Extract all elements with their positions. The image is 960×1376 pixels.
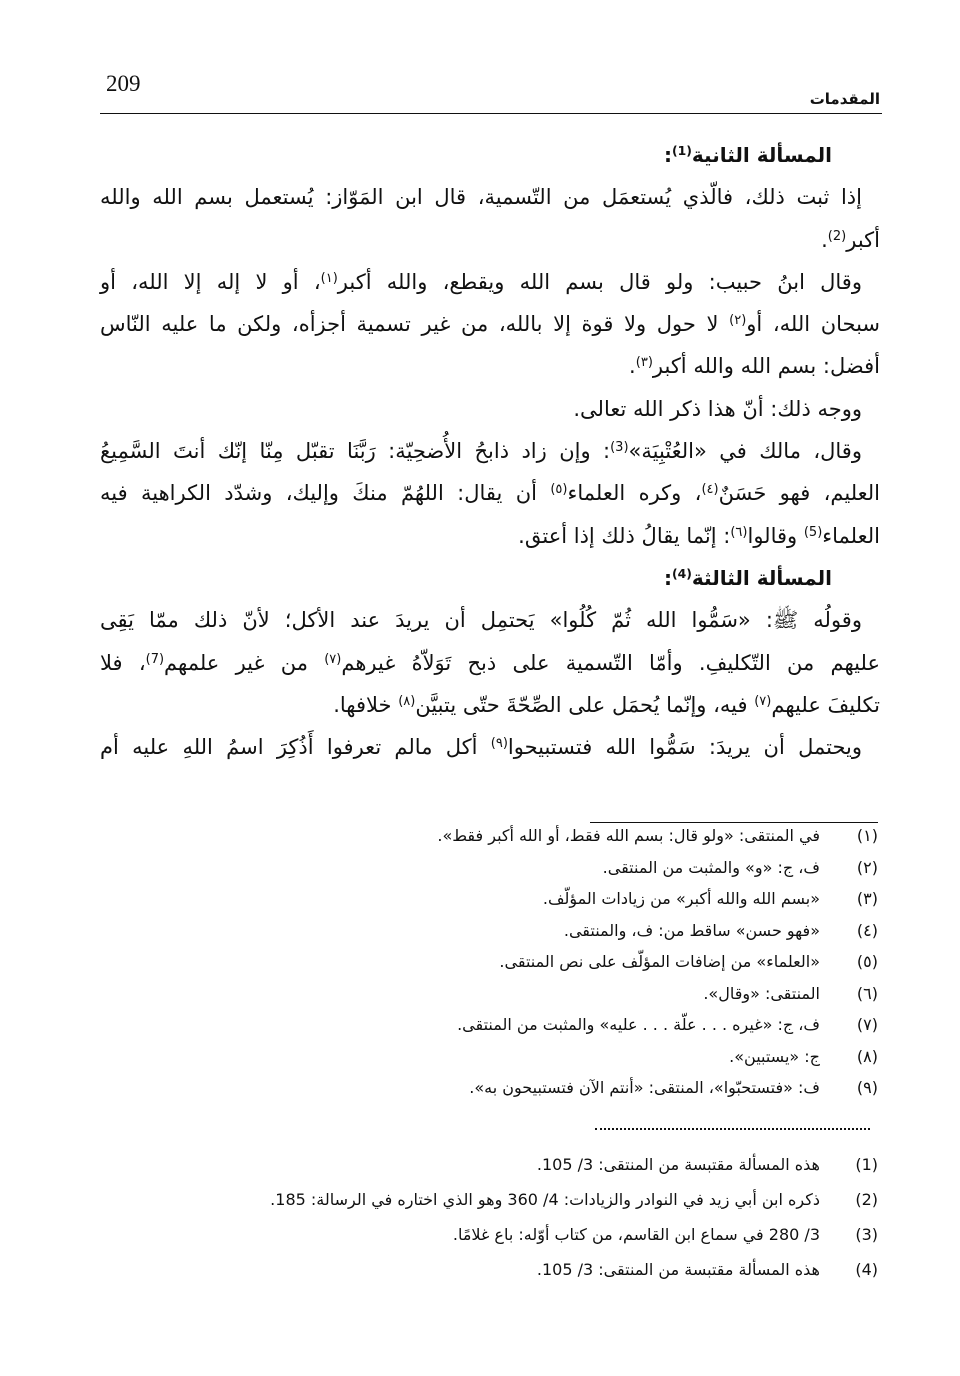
source-footnote-list xyxy=(100,1147,878,1287)
footnote-ref: (1) xyxy=(671,143,692,159)
footnote-item xyxy=(100,852,878,884)
footnote-text: ف، ج: «غيره . . . علّة . . . عليه» والمثبت من المنتقى. xyxy=(457,1015,820,1034)
text-run: عليهم من التّكليفِ. وأمّا التّسمية على ذبح تَوَلاّهُ غيرهم xyxy=(341,650,880,675)
text-run: أفضل: بسم الله والله أكبر xyxy=(652,354,880,379)
text-run: وقالوا xyxy=(747,523,804,548)
text-run: ووجه ذلك: أنّ هذا ذكر الله تعالى. xyxy=(573,396,862,421)
text-run: أن يقال: اللهُمّ منكَ وإليك، وشدّد الكراهية فيه xyxy=(100,481,551,506)
source-footnote-item xyxy=(100,1217,878,1252)
footnote-dotted-separator xyxy=(595,1128,870,1130)
footnote-ref: (4) xyxy=(671,566,692,582)
text-run: : xyxy=(663,143,672,167)
footnote-text: «العلماء» من إضافات المؤلّف على نص المنتقى. xyxy=(499,952,820,971)
text-line xyxy=(100,388,880,430)
text-line xyxy=(100,219,880,261)
footnote-ref: (2) xyxy=(827,228,847,244)
main-text xyxy=(100,134,880,768)
text-run: أكل مالم تعرفوا أَذُكِرَ اسمُ اللهِ عليه أم xyxy=(100,735,491,760)
footnote-number: (٤) xyxy=(856,920,878,940)
footnote-ref: (٩) xyxy=(490,736,508,751)
source-footnote-item xyxy=(100,1252,878,1287)
text-run: ، أو لا إله إلا الله، أو xyxy=(100,269,321,294)
footnote-number: (٧) xyxy=(856,1015,878,1034)
footnote-ref: (3) xyxy=(610,439,629,455)
footnote-item xyxy=(100,1041,878,1073)
text-line xyxy=(100,642,880,684)
running-title: المقدمات xyxy=(809,90,880,108)
footnote-text: هذه المسألة مقتبسة من المنتقى: 3/ 105. xyxy=(536,1260,820,1279)
footnote-item xyxy=(100,883,878,915)
text-run: : وإن زاد ذابحُ الأُضحِيّة: رَبَّنَا تقبّل مِنّا إنّك أنتَ السَّمِيعُ xyxy=(100,439,611,464)
text-line xyxy=(100,684,880,726)
footnote-text: ف، ج: «و» والمثبت من المنتقى. xyxy=(602,857,820,877)
source-footnote-item xyxy=(100,1182,878,1217)
text-run: ، وكره العلماء xyxy=(567,481,702,506)
text-run: إذا ثبت ذلك، فالّذي يُستعمَل من التّسمية، قال ابن المَوّاز: يُستعمل بسم الله والله xyxy=(100,185,862,210)
footnote-ref: (٦) xyxy=(730,524,748,540)
footnote-text: «فهو حسن» ساقط من: ف، والمنتقى. xyxy=(563,920,820,940)
text-run: العليم، فهو حَسَنٌ xyxy=(718,481,881,506)
footnote-ref: (٥) xyxy=(550,482,568,498)
text-line xyxy=(100,599,880,641)
text-run: . xyxy=(629,354,636,379)
text-line xyxy=(100,345,880,387)
footnote-list xyxy=(100,820,878,1104)
footnote-ref: (٨) xyxy=(398,693,416,709)
text-run: من غير علمهم xyxy=(164,650,325,675)
text-run: لا حول ولا قوة إلا بالله، من غير تسمية أجزأه، ولكن ما عليه النّاس xyxy=(100,312,730,337)
text-run: العلماء xyxy=(822,523,880,548)
text-run: خلافها. xyxy=(333,692,399,717)
text-line xyxy=(100,261,880,303)
text-run: : إنّما يقالُ ذلك إذا أعتق. xyxy=(518,523,731,548)
footnote-ref: (٧) xyxy=(754,693,772,709)
text-line xyxy=(100,303,880,345)
text-run: المسألة الثانية xyxy=(691,143,832,167)
text-line xyxy=(100,430,880,472)
footnote-number: (١) xyxy=(856,826,878,845)
footnote-number: (3) xyxy=(855,1225,878,1244)
footnote-number: (٨) xyxy=(856,1046,878,1066)
text-line xyxy=(100,515,880,557)
text-run: . xyxy=(821,227,828,252)
text-run: سبحان الله، أو xyxy=(746,312,881,337)
footnote-text: المنتقى: «وقال». xyxy=(703,983,820,1003)
text-run: المسألة الثالثة xyxy=(691,565,832,590)
text-line xyxy=(100,176,880,218)
text-run: : xyxy=(663,565,672,590)
footnote-ref: (٢) xyxy=(729,313,747,329)
text-run: أكبر xyxy=(846,227,880,252)
header-rule xyxy=(100,113,882,114)
footnote-ref: (٧) xyxy=(324,651,342,667)
text-run: وقال، مالك في «العُتْبِيَة» xyxy=(628,439,862,464)
text-run: تكليفَ عليهم xyxy=(771,692,880,717)
footnote-text: هذه المسألة مقتبسة من المنتقى: 3/ 105. xyxy=(536,1155,820,1174)
footnote-number: (1) xyxy=(855,1155,878,1174)
footnote-number: (٥) xyxy=(856,952,878,971)
footnote-ref: (5) xyxy=(803,524,823,540)
footnote-number: (٣) xyxy=(856,889,878,908)
text-run: وقال ابنُ حبيب: ولو قال بسم الله ويقطع، والله أكبر xyxy=(337,269,862,294)
footnote-ref: (٤) xyxy=(701,482,719,498)
footnote-item xyxy=(100,1009,878,1041)
footnote-text: ج: «يستبين». xyxy=(729,1046,820,1066)
footnote-item xyxy=(100,820,878,852)
text-line xyxy=(100,726,880,768)
page-number: 209 xyxy=(106,71,141,96)
footnote-number: (٩) xyxy=(856,1078,878,1097)
text-run: ، فلا xyxy=(100,650,146,675)
text-run: فيه، وإنّما يُحمَل على الصِّحّةَ حتّى يتبيَّن xyxy=(415,692,755,717)
footnote-item xyxy=(100,946,878,978)
text-run: ويحتمل أن يريدَ: سَمُّوا الله فتستبيحوا xyxy=(507,735,863,760)
section-heading xyxy=(100,557,880,599)
footnote-text: 3/ 280 في سماع ابن القاسم، من كتاب أوّله: باع غلامًا. xyxy=(452,1225,820,1244)
footnote-number: (2) xyxy=(855,1190,878,1209)
footnote-number: (٢) xyxy=(856,857,878,877)
footnote-number: (٦) xyxy=(856,983,878,1003)
section-heading xyxy=(100,134,880,176)
footnote-text: «بسم الله والله أكبر» من زيادات المؤلّف. xyxy=(542,889,820,908)
footnote-item xyxy=(100,1072,878,1104)
footnote-text: ف: «فتستحبّوا»، المنتقى: «أنتم الآن فتستبيحون به». xyxy=(469,1078,820,1097)
text-run: وقولُه ﷺ: «سَمُّوا الله ثُمّ كُلُوا» يَحتمِل أن يريدَ عند الأكل؛ لأنّ ذلك ممّا يَقِى xyxy=(100,608,862,633)
footnote-ref: (٣) xyxy=(635,355,653,371)
footnote-ref: (7) xyxy=(145,651,165,667)
footnote-number: (4) xyxy=(855,1260,878,1279)
footnote-text: ذكره ابن أبي زيد في النوادر والزيادات: 4/ 360 وهو الذي اختاره في الرسالة: 185. xyxy=(270,1190,820,1209)
text-line xyxy=(100,472,880,514)
footnote-item xyxy=(100,915,878,947)
footnote-ref: (١) xyxy=(320,270,338,286)
source-footnote-item xyxy=(100,1147,878,1182)
footnote-text: في المنتقى: «ولو قال: بسم الله فقط، أو الله أكبر فقط». xyxy=(437,826,820,845)
footnote-item xyxy=(100,978,878,1010)
